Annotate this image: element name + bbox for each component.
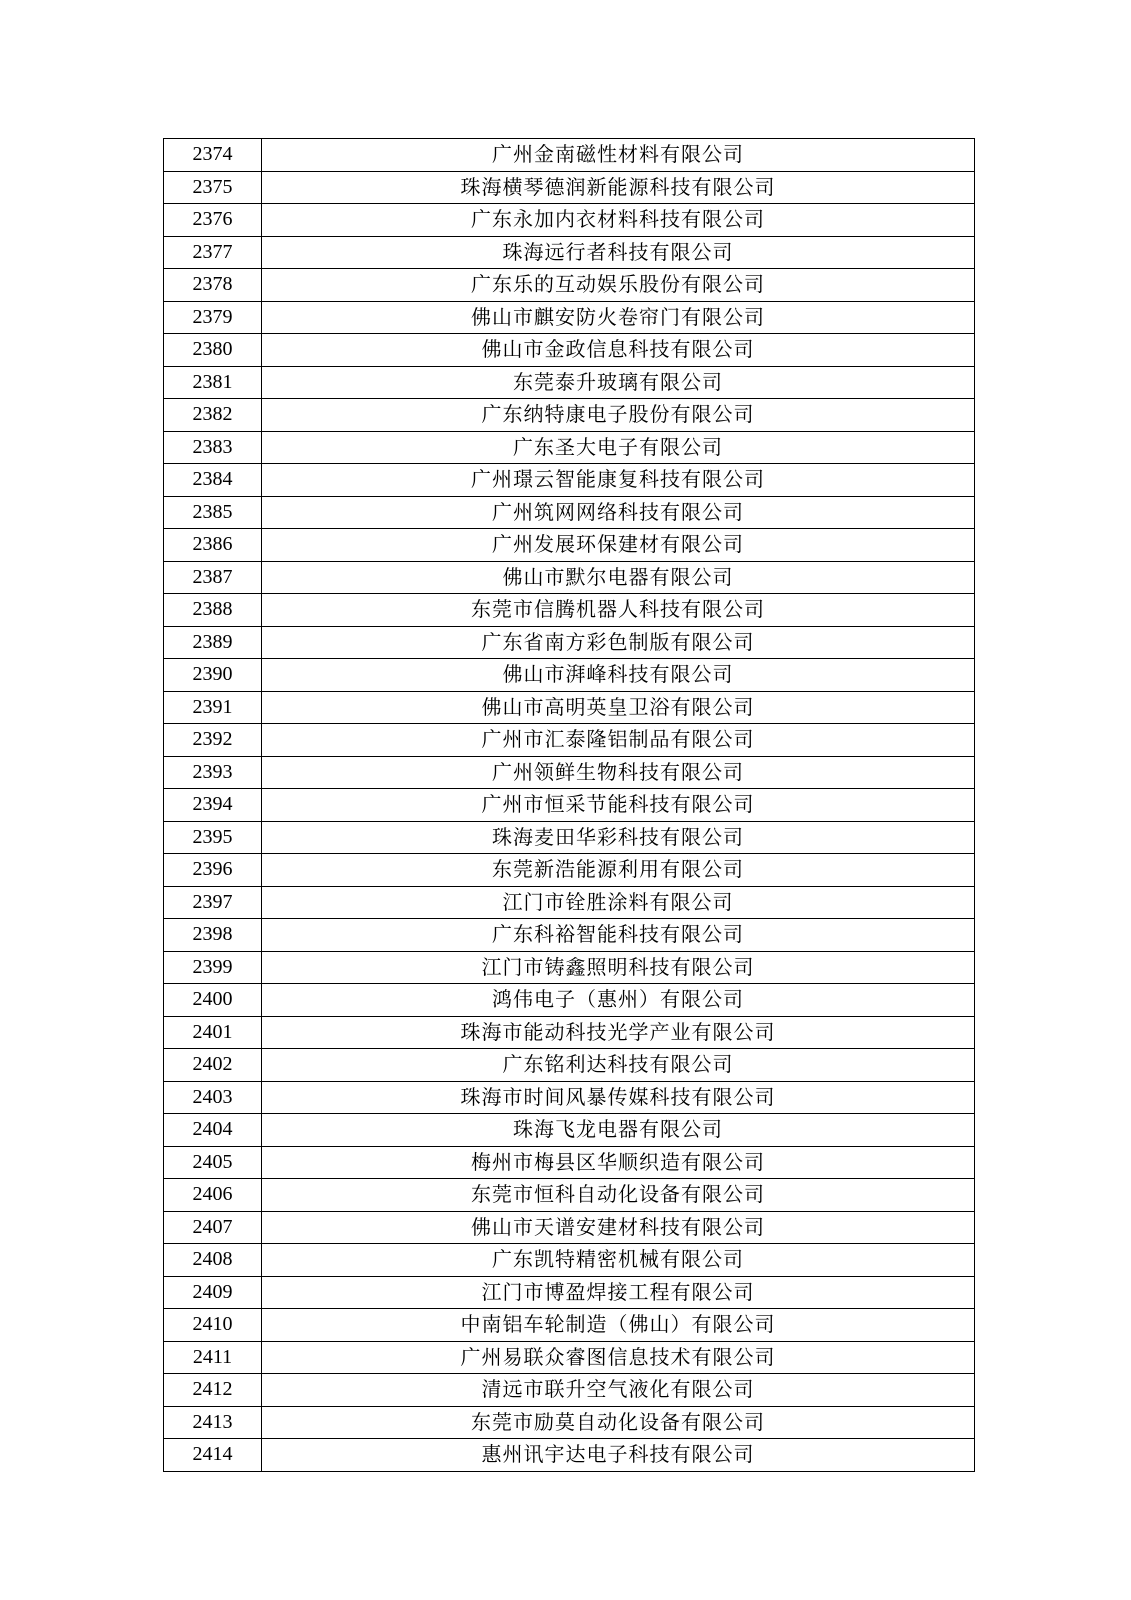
company-name: 东莞市信腾机器人科技有限公司 xyxy=(262,594,975,627)
company-name: 江门市铨胜涂料有限公司 xyxy=(262,886,975,919)
table-row xyxy=(164,269,975,302)
row-number: 2382 xyxy=(164,399,262,432)
row-number: 2404 xyxy=(164,1114,262,1147)
company-name: 中南铝车轮制造（佛山）有限公司 xyxy=(262,1309,975,1342)
company-name: 东莞新浩能源利用有限公司 xyxy=(262,854,975,887)
table-row xyxy=(164,919,975,952)
company-name: 佛山市天谱安建材科技有限公司 xyxy=(262,1211,975,1244)
row-number: 2386 xyxy=(164,529,262,562)
row-number: 2392 xyxy=(164,724,262,757)
row-number: 2402 xyxy=(164,1049,262,1082)
table-row xyxy=(164,886,975,919)
company-name: 广东纳特康电子股份有限公司 xyxy=(262,399,975,432)
row-number: 2398 xyxy=(164,919,262,952)
company-name: 珠海市能动科技光学产业有限公司 xyxy=(262,1016,975,1049)
company-name: 佛山市麒安防火卷帘门有限公司 xyxy=(262,301,975,334)
table-row xyxy=(164,789,975,822)
table-row xyxy=(164,821,975,854)
row-number: 2384 xyxy=(164,464,262,497)
table-row xyxy=(164,366,975,399)
company-name: 东莞市励莫自动化设备有限公司 xyxy=(262,1406,975,1439)
company-name: 清远市联升空气液化有限公司 xyxy=(262,1374,975,1407)
table-row xyxy=(164,1406,975,1439)
company-name: 广州易联众睿图信息技术有限公司 xyxy=(262,1341,975,1374)
row-number: 2399 xyxy=(164,951,262,984)
table-row xyxy=(164,626,975,659)
table-row xyxy=(164,431,975,464)
company-name: 鸿伟电子（惠州）有限公司 xyxy=(262,984,975,1017)
table-row xyxy=(164,854,975,887)
table-row xyxy=(164,1179,975,1212)
company-name: 广东乐的互动娱乐股份有限公司 xyxy=(262,269,975,302)
table-row xyxy=(164,1244,975,1277)
company-name: 广东科裕智能科技有限公司 xyxy=(262,919,975,952)
company-name: 江门市博盈焊接工程有限公司 xyxy=(262,1276,975,1309)
row-number: 2374 xyxy=(164,139,262,172)
table-row xyxy=(164,1211,975,1244)
table-row xyxy=(164,464,975,497)
row-number: 2391 xyxy=(164,691,262,724)
row-number: 2410 xyxy=(164,1309,262,1342)
company-name: 江门市铸鑫照明科技有限公司 xyxy=(262,951,975,984)
table-row xyxy=(164,984,975,1017)
company-name: 东莞市恒科自动化设备有限公司 xyxy=(262,1179,975,1212)
table-row xyxy=(164,399,975,432)
table-row xyxy=(164,691,975,724)
row-number: 2403 xyxy=(164,1081,262,1114)
row-number: 2387 xyxy=(164,561,262,594)
table-row xyxy=(164,756,975,789)
table-row xyxy=(164,1049,975,1082)
row-number: 2394 xyxy=(164,789,262,822)
company-name: 惠州讯宇达电子科技有限公司 xyxy=(262,1439,975,1472)
row-number: 2379 xyxy=(164,301,262,334)
company-name: 珠海横琴德润新能源科技有限公司 xyxy=(262,171,975,204)
table-row xyxy=(164,236,975,269)
company-name: 佛山市金政信息科技有限公司 xyxy=(262,334,975,367)
table-row xyxy=(164,496,975,529)
company-name: 广东圣大电子有限公司 xyxy=(262,431,975,464)
company-list-table xyxy=(163,138,975,1472)
row-number: 2413 xyxy=(164,1406,262,1439)
row-number: 2409 xyxy=(164,1276,262,1309)
table-row xyxy=(164,1114,975,1147)
row-number: 2411 xyxy=(164,1341,262,1374)
table-row xyxy=(164,1439,975,1472)
row-number: 2385 xyxy=(164,496,262,529)
table-row xyxy=(164,951,975,984)
company-name: 广州筑网网络科技有限公司 xyxy=(262,496,975,529)
table-row xyxy=(164,1016,975,1049)
company-name: 珠海市时间风暴传媒科技有限公司 xyxy=(262,1081,975,1114)
row-number: 2407 xyxy=(164,1211,262,1244)
table-body xyxy=(164,139,975,1472)
row-number: 2393 xyxy=(164,756,262,789)
table-row xyxy=(164,724,975,757)
company-name: 广州金南磁性材料有限公司 xyxy=(262,139,975,172)
company-name: 广州璟云智能康复科技有限公司 xyxy=(262,464,975,497)
row-number: 2375 xyxy=(164,171,262,204)
table-row xyxy=(164,1081,975,1114)
row-number: 2406 xyxy=(164,1179,262,1212)
company-name: 广州领鲜生物科技有限公司 xyxy=(262,756,975,789)
company-name: 佛山市湃峰科技有限公司 xyxy=(262,659,975,692)
company-name: 佛山市默尔电器有限公司 xyxy=(262,561,975,594)
table-row xyxy=(164,204,975,237)
row-number: 2378 xyxy=(164,269,262,302)
company-name: 广东省南方彩色制版有限公司 xyxy=(262,626,975,659)
table-row xyxy=(164,301,975,334)
company-name: 广东铭利达科技有限公司 xyxy=(262,1049,975,1082)
company-name: 广东凯特精密机械有限公司 xyxy=(262,1244,975,1277)
row-number: 2389 xyxy=(164,626,262,659)
company-name: 佛山市高明英皇卫浴有限公司 xyxy=(262,691,975,724)
table-row xyxy=(164,594,975,627)
row-number: 2376 xyxy=(164,204,262,237)
company-name: 珠海麦田华彩科技有限公司 xyxy=(262,821,975,854)
row-number: 2377 xyxy=(164,236,262,269)
table-row xyxy=(164,1146,975,1179)
table-row xyxy=(164,1309,975,1342)
table-row xyxy=(164,1276,975,1309)
company-name: 广州发展环保建材有限公司 xyxy=(262,529,975,562)
table-row xyxy=(164,334,975,367)
row-number: 2414 xyxy=(164,1439,262,1472)
row-number: 2380 xyxy=(164,334,262,367)
company-name: 广州市汇泰隆铝制品有限公司 xyxy=(262,724,975,757)
table-row xyxy=(164,561,975,594)
table-row xyxy=(164,139,975,172)
row-number: 2395 xyxy=(164,821,262,854)
company-name: 梅州市梅县区华顺织造有限公司 xyxy=(262,1146,975,1179)
table-row xyxy=(164,1374,975,1407)
table-row xyxy=(164,1341,975,1374)
row-number: 2396 xyxy=(164,854,262,887)
table-row xyxy=(164,529,975,562)
row-number: 2400 xyxy=(164,984,262,1017)
row-number: 2412 xyxy=(164,1374,262,1407)
row-number: 2390 xyxy=(164,659,262,692)
company-name: 广州市恒采节能科技有限公司 xyxy=(262,789,975,822)
row-number: 2383 xyxy=(164,431,262,464)
company-name: 珠海远行者科技有限公司 xyxy=(262,236,975,269)
row-number: 2388 xyxy=(164,594,262,627)
company-name: 珠海飞龙电器有限公司 xyxy=(262,1114,975,1147)
company-name: 东莞泰升玻璃有限公司 xyxy=(262,366,975,399)
table-row xyxy=(164,171,975,204)
row-number: 2405 xyxy=(164,1146,262,1179)
row-number: 2397 xyxy=(164,886,262,919)
table-row xyxy=(164,659,975,692)
row-number: 2408 xyxy=(164,1244,262,1277)
row-number: 2401 xyxy=(164,1016,262,1049)
row-number: 2381 xyxy=(164,366,262,399)
company-name: 广东永加内衣材料科技有限公司 xyxy=(262,204,975,237)
